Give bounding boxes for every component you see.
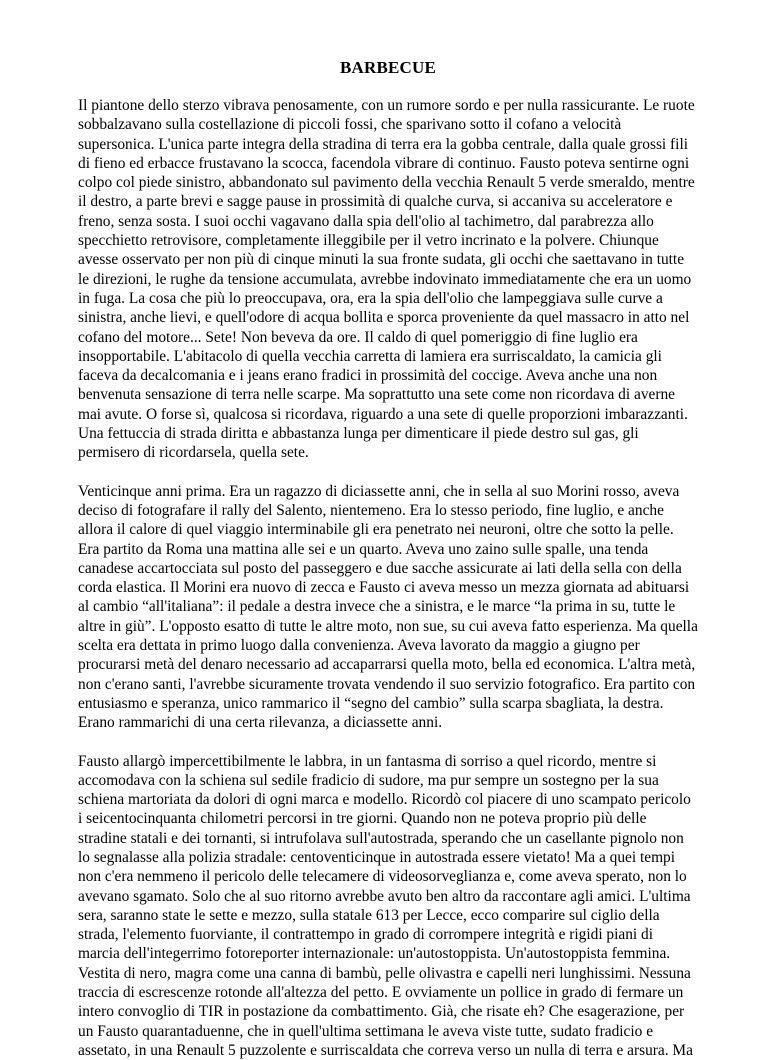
paragraph-1: Il piantone dello sterzo vibrava penosamente, con un rumore sordo e per nulla rassicurante. Le ruote sobbalzavano sulla costellazione di piccoli fossi, che sparivano sotto il cofano a velocità supersonica. L'unica parte integra della stradina di terra era la gobba centrale, dalla quale grossi fili di fieno ed erbacce frustavano la scocca, facendola vibrare di continuo. Fausto poteva sentirne ogni colpo col piede sinistro, abbandonato sul pavimento della vecchia Renault 5 verde smeraldo, mentre il destro, a parte brevi e sagge pause in prossimità di qualche curva, si accaniva su acceleratore e freno, senza sosta. I suoi occhi vagavano dalla spia dell'olio al tachimetro, dal parabrezza allo specchietto retrovisore, completamente illeggibile per il vetro incrinato e la polvere. Chiunque avesse osservato per non più di cinque minuti la sua fronte sudata, gli occhi che saettavano in tutte le direzioni, le rughe da tensione accumulata, avrebbe indovinato immediatamente che era un uomo in fuga. La cosa che più lo preoccupava, ora, era la spia dell'olio che lampeggiava sulle curve a sinistra, anche lievi, e quell'odore di acqua bollita e sporca proveniente da quel massacro in atto nel cofano del motore... Sete! Non beveva da ore. Il caldo di quel pomeriggio di fine luglio era insopportabile. L'abitacolo di quella vecchia carretta di lamiera era surriscaldato, la camicia gli faceva da decalcomania e i jeans erano fradici in prossimità del coccige. Aveva anche una non benvenuta sensazione di terra nelle scarpe. Ma soprattutto una sete come non ricordava di averne mai avute. O forse sì, qualcosa si ricordava, riguardo a una sete di quelle proporzioni imbarazzanti. Una fettuccia di strada diritta e abbastanza lunga per dimenticare il piede destro sul gas, gli permisero di ricordarsela, quella sete.: [78, 96, 698, 463]
document-title: BARBECUE: [78, 57, 698, 79]
paragraph-3: Fausto allargò impercettibilmente le labbra, in un fantasma di sorriso a quel ricordo, mentre si accomodava con la schiena sul sedile fradicio di sudore, ma pur sempre un sostegno per la sua schiena martoriata da dolori di ogni marca e modello. Ricordò col piacere di uno scampato pericolo i seicentocinquanta chilometri percorsi in tre giorni. Quando non ne poteva proprio più delle stradine statali e dei tornanti, si intrufolava sull'autostrada, sperando che un casellante pignolo non lo segnalasse alla polizia stradale: centoventicinque in autostrada essere vietato! Ma a quei tempi non c'era nemmeno il pericolo delle telecamere di videosorveglianza e, come aveva sperato, non lo avevano sgamato. Solo che al suo ritorno avrebbe avuto ben altro da raccontare agli amici. L'ultima sera, saranno state le sette e mezzo, sulla statale 613 per Lecce, ecco comparire sul ciglio della strada, l'elemento fuorviante, il contrattempo in grado di corrompere integrità e rigidi piani di marcia dell'integerrimo fotoreporter internazionale: un'autostoppista. Un'autostoppista femmina. Vestita di nero, magra come una canna di bambù, pelle olivastra e capelli neri lunghissimi. Nessuna traccia di escrescenze rotonde all'altezza del petto. E ovviamente un pollice in grado di fermare un intero convoglio di TIR in postazione da combattimento. Già, che risate eh? Che esagerazione, per un Fausto quarantaduenne, che in quell'ultima settimana le aveva viste tutte, sudato fradicio e assetato, in una Renault 5 puzzolente e surriscaldata che correva verso un nulla di terra e arsura. Ma: [78, 752, 698, 1060]
paragraph-2: Venticinque anni prima. Era un ragazzo di diciassette anni, che in sella al suo Morini rosso, aveva deciso di fotografare il rally del Salento, nientemeno. Era lo stesso periodo, fine luglio, e anche allora il calore di quel viaggio interminabile gli era penetrato nei neuroni, oltre che sotto la pelle. Era partito da Roma una mattina alle sei e un quarto. Aveva uno zaino sulle spalle, una tenda canadese accartocciata sul posto del passeggero e due sacche assicurate ai lati della sella con della corda elastica. Il Morini era nuovo di zecca e Fausto ci aveva messo un mezza giornata ad abituarsi al cambio “all'italiana”: il pedale a destra invece che a sinistra, e le marce “la prima in su, tutte le altre in giù”. L'opposto esatto di tutte le altre moto, non sue, su cui aveva fatto esperienza. Ma quella scelta era dettata in primo luogo dalla convenienza. Aveva lavorato da maggio a giugno per procurarsi metà del denaro necessario ad accaparrarsi quella moto, bella ed economica. L'altra metà, non c'erano santi, l'avrebbe sicuramente trovata vendendo il suo servizio fotografico. Era partito con entusiasmo e speranza, unico rammarico il “segno del cambio” sulla scarpa sbagliata, la destra. Erano rammarichi di una certa rilevanza, a diciassette anni.: [78, 482, 698, 733]
document-page: [78, 0, 698, 1060]
